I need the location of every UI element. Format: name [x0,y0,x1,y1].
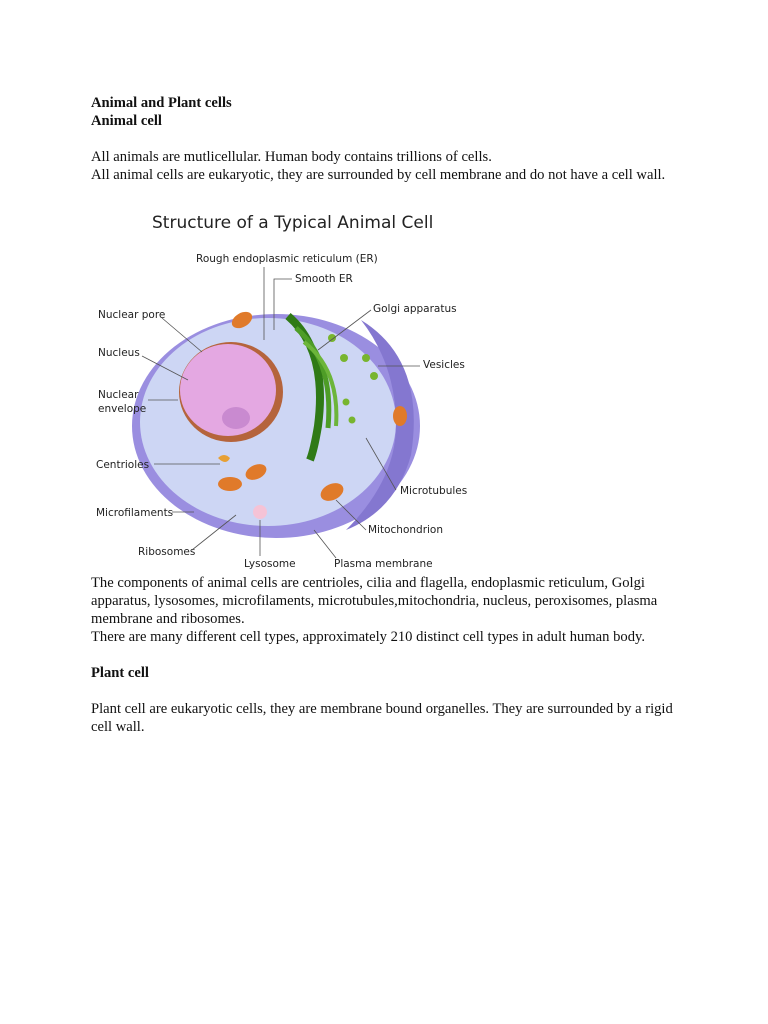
label-golgi: Golgi apparatus [373,303,457,315]
heading-plant-cell: Plant cell [91,665,149,681]
document-title: Animal and Plant cells [91,95,232,111]
mitochondrion [218,477,242,491]
nucleolus [222,407,250,429]
label-nuclear: Nuclear [98,389,139,401]
label-vesicles: Vesicles [423,359,465,371]
lysosome [253,505,267,519]
label-nuclear-pore: Nuclear pore [98,309,166,321]
document-page [91,94,691,736]
vesicle [328,334,336,342]
label-plasma-membrane: Plasma membrane [334,558,433,570]
paragraph-cell-types: There are many different cell types, approximately 210 distinct cell types in adult human body. [91,629,645,645]
label-envelope: envelope [98,403,147,415]
label-smooth-er: Smooth ER [295,273,353,285]
diagram-title: Structure of a Typical Animal Cell [152,213,434,233]
label-nucleus: Nucleus [98,347,140,359]
animal-cell-diagram [96,190,472,574]
label-microtubules: Microtubules [400,485,468,497]
label-ribosomes: Ribosomes [138,546,196,558]
label-rough-er: Rough endoplasmic reticulum (ER) [196,253,378,265]
animal-cell-svg [96,190,472,574]
label-microfilaments: Microfilaments [96,507,174,519]
paragraph-intro-1: All animals are mutlicellular. Human body contains trillions of cells. [91,149,492,165]
paragraph-plant-cell: Plant cell are eukaryotic cells, they are membrane bound organelles. They are surrounded by a rigid cell wall. [91,701,673,735]
label-lysosome: Lysosome [244,558,296,570]
paragraph-components: The components of animal cells are centrioles, cilia and flagella, endoplasmic reticulum, Golgi apparatus, lysosomes, microfilaments, microtubules,mitochondria, nucleus, peroxisomes, plasma membrane and ribosomes. [91,575,658,627]
paragraph-intro-2: All animal cells are eukaryotic, they are surrounded by cell membrane and do not have a cell wall. [91,167,666,183]
label-centrioles: Centrioles [96,459,150,471]
heading-animal-cell: Animal cell [91,113,162,129]
label-mitochondrion: Mitochondrion [368,524,444,536]
